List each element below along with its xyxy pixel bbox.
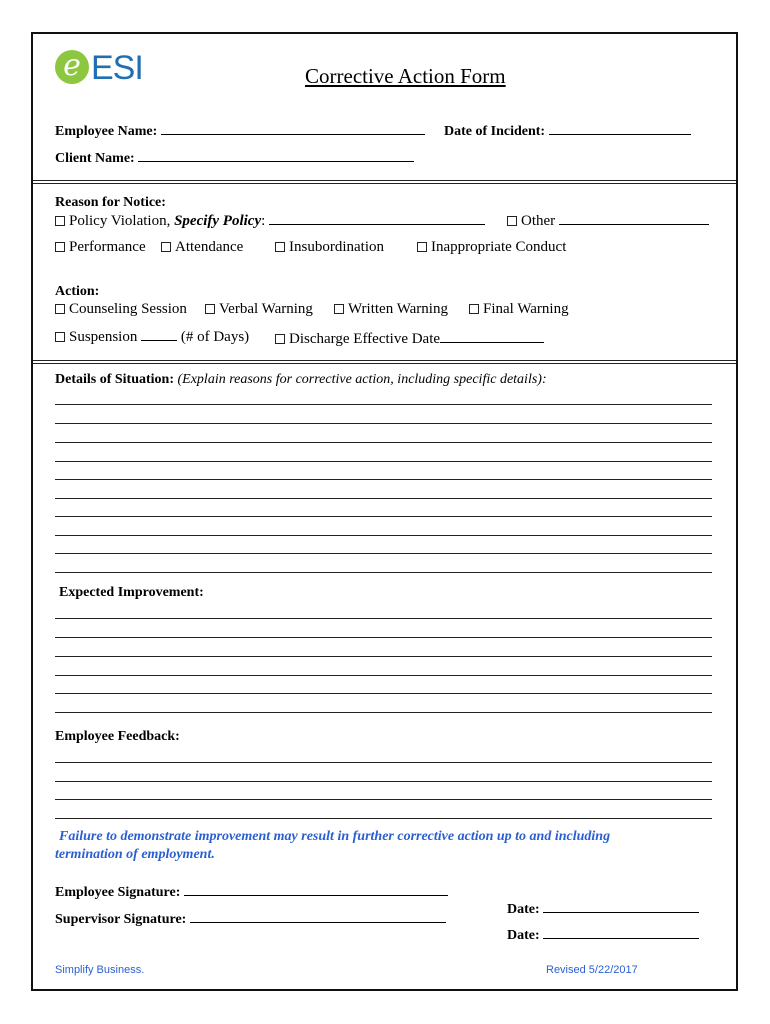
footer-tagline: Simplify Business. [55,964,145,976]
policy-violation-option[interactable] [55,212,485,230]
insubordination-option[interactable] [275,239,384,256]
logo-text: ESI [91,49,143,87]
inappropriate-conduct-label: Inappropriate Conduct [431,239,567,255]
supervisor-signature-field[interactable] [55,910,446,928]
suspension-days-label: (# of Days) [180,329,250,345]
client-name-line[interactable] [138,149,414,162]
verbal-warning-checkbox[interactable] [205,304,215,314]
form-title: Corrective Action Form [305,64,506,88]
attendance-checkbox[interactable] [161,242,171,252]
supervisor-signature-label: Supervisor Signature: [55,912,187,927]
employee-name-label: Employee Name: [55,124,158,139]
suspension-label: Suspension [69,329,138,345]
other-checkbox[interactable] [507,216,517,226]
employee-feedback-heading: Employee Feedback: [55,729,180,744]
other-label: Other [521,213,556,229]
suspension-days-line[interactable] [141,328,177,341]
details-line[interactable] [55,423,712,424]
improvement-warning-line1: Failure to demonstrate improvement may result in further corrective action up to and including [59,829,611,844]
employee-signature-field[interactable] [55,883,448,901]
specify-policy-colon: : [261,213,266,229]
details-line[interactable] [55,572,712,573]
counseling-checkbox[interactable] [55,304,65,314]
suspension-checkbox[interactable] [55,332,65,342]
details-line[interactable] [55,479,712,480]
supervisor-date-label: Date: [507,928,540,943]
specify-policy-line[interactable] [269,212,485,225]
employee-feedback-line[interactable] [55,818,712,819]
expected-improvement-line[interactable] [55,637,712,638]
expected-improvement-line[interactable] [55,656,712,657]
insubordination-label: Insubordination [289,239,384,255]
discharge-option[interactable] [275,330,544,348]
employee-date-field[interactable] [507,900,699,918]
discharge-checkbox[interactable] [275,334,285,344]
other-option[interactable] [507,212,709,230]
details-line[interactable] [55,442,712,443]
details-line[interactable] [55,553,712,554]
inappropriate-conduct-checkbox[interactable] [417,242,427,252]
details-line[interactable] [55,535,712,536]
policy-violation-checkbox[interactable] [55,216,65,226]
expected-improvement-line[interactable] [55,675,712,676]
footer-revision: Revised 5/22/2017 [546,964,638,976]
attendance-option[interactable] [161,239,243,256]
written-warning-label: Written Warning [348,301,448,317]
section-divider [33,360,736,364]
details-line[interactable] [55,516,712,517]
date-of-incident-field[interactable] [444,122,691,140]
final-warning-option[interactable] [469,301,569,318]
details-heading: Details of Situation: [55,372,174,387]
suspension-option[interactable] [55,328,249,346]
employee-feedback-line[interactable] [55,781,712,782]
written-warning-option[interactable] [334,301,448,318]
attendance-label: Attendance [175,239,244,255]
other-line[interactable] [559,212,709,225]
form-page [31,32,738,991]
specify-policy-label: Specify Policy [174,213,262,229]
employee-date-line[interactable] [543,900,699,913]
details-hint: (Explain reasons for corrective action, including specific details): [177,372,547,387]
employee-feedback-line[interactable] [55,799,712,800]
details-heading-row [55,372,547,388]
supervisor-date-field[interactable] [507,926,699,944]
employee-signature-label: Employee Signature: [55,885,181,900]
details-line[interactable] [55,461,712,462]
inappropriate-conduct-option[interactable] [417,239,566,256]
discharge-date-line[interactable] [440,330,544,343]
company-logo [55,48,165,90]
employee-date-label: Date: [507,902,540,917]
employee-name-line[interactable] [161,122,425,135]
performance-option[interactable] [55,239,146,256]
counseling-label: Counseling Session [69,301,187,317]
supervisor-date-line[interactable] [543,926,699,939]
verbal-warning-option[interactable] [205,301,313,318]
final-warning-label: Final Warning [483,301,569,317]
details-line[interactable] [55,498,712,499]
performance-label: Performance [69,239,146,255]
counseling-option[interactable] [55,301,187,318]
client-name-label: Client Name: [55,151,135,166]
expected-improvement-line[interactable] [55,618,712,619]
insubordination-checkbox[interactable] [275,242,285,252]
improvement-warning-line2: termination of employment. [55,847,215,862]
supervisor-signature-line[interactable] [190,910,446,923]
reason-heading: Reason for Notice: [55,195,166,210]
discharge-label: Discharge Effective Date [289,331,441,347]
logo-mark: e [55,50,89,84]
policy-violation-label: Policy Violation, [69,213,175,229]
employee-signature-line[interactable] [184,883,448,896]
client-name-field[interactable] [55,149,414,167]
expected-improvement-line[interactable] [55,693,712,694]
final-warning-checkbox[interactable] [469,304,479,314]
expected-improvement-line[interactable] [55,712,712,713]
details-line[interactable] [55,404,712,405]
performance-checkbox[interactable] [55,242,65,252]
written-warning-checkbox[interactable] [334,304,344,314]
expected-improvement-heading: Expected Improvement: [59,585,204,600]
date-of-incident-line[interactable] [549,122,691,135]
employee-feedback-line[interactable] [55,762,712,763]
section-divider [33,180,736,184]
date-of-incident-label: Date of Incident: [444,124,546,139]
action-heading: Action: [55,284,100,299]
verbal-warning-label: Verbal Warning [219,301,313,317]
employee-name-field[interactable] [55,122,425,140]
